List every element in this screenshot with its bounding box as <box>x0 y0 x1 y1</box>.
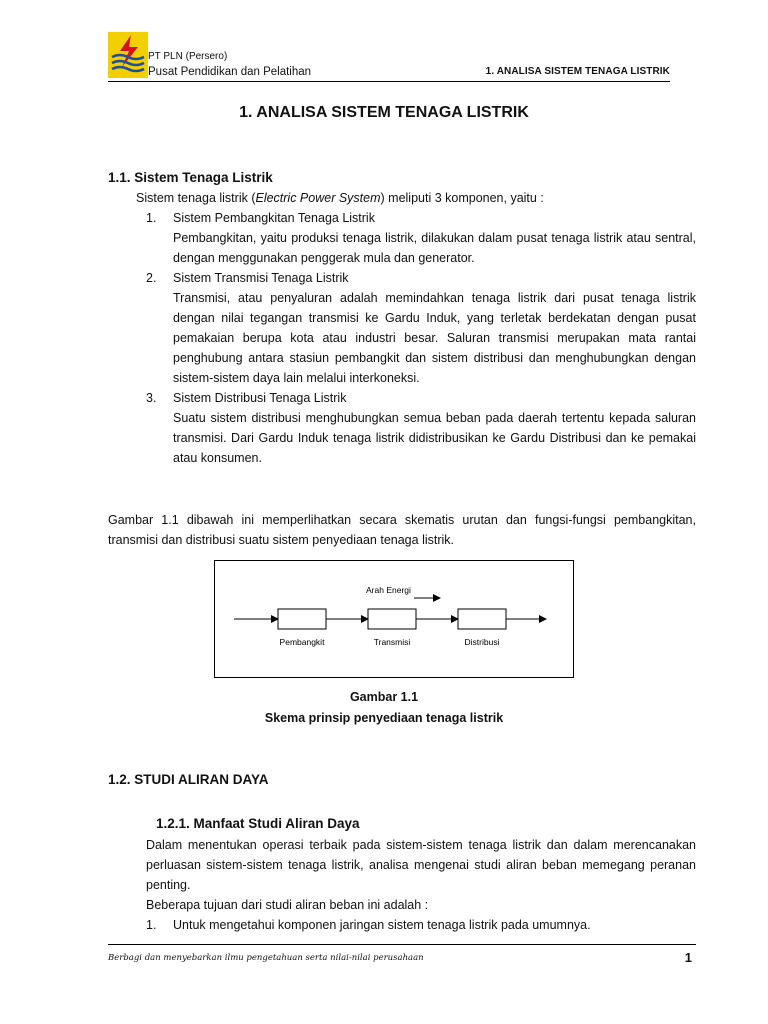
block-transmisi <box>368 609 416 629</box>
page-title: 1. ANALISA SISTEM TENAGA LISTRIK <box>239 104 529 121</box>
section-paragraph: Beberapa tujuan dari studi aliran beban ini adalah : <box>146 898 429 912</box>
objective-list <box>146 915 696 935</box>
list-item-label: Sistem Distribusi Tenaga Listrik <box>173 391 347 405</box>
block-distribusi <box>458 609 506 629</box>
page-number: 1 <box>684 950 692 965</box>
figure-number: Gambar 1.1 <box>349 690 419 704</box>
figure-caption: Skema prinsip penyediaan tenaga listrik <box>264 711 504 725</box>
power-system-diagram <box>214 560 574 678</box>
label-distribusi: Distribusi <box>464 637 500 647</box>
list-item-desc: Pembangkitan, yaitu produksi tenaga listrik, dilakukan dalam pusat tenaga listrik atau sentral, dengan menggunakan penggerak mula dan generator. <box>173 231 696 265</box>
section-paragraph: Dalam menentukan operasi terbaik pada sistem-sistem tenaga listrik dan dalam merencanakan perluasan sistem-sistem tenaga listrik, analisa mengenai studi aliran beban memegang peranan penting. <box>146 838 696 892</box>
list-item: 2. Sistem Transmisi Tenaga Listrik Transmisi, atau penyaluran adalah memindahkan tenaga listrik dari pusat tenaga listrik dengan nilai tegangan transmisi ke Gardu Induk, yang terletak berdekatan dengan pusat pemakaian berupa kota atau industri besar. Saluran transmisi merupakan mata rantai penghubung antara stasiun pembangkit dan sistem distribusi dan menghubungkan dengan sistem-sistem daya lain melalui interkoneksi. <box>146 268 696 388</box>
organization-unit: Pusat Pendidikan dan Pelatihan <box>148 66 312 78</box>
energy-direction-label: Arah Energi <box>366 585 411 595</box>
list-item: 3. Sistem Distribusi Tenaga Listrik Suatu sistem distribusi menghubungkan semua beban pada daerah tertentu kepada saluran transmisi. Dari Gardu Induk tenaga listrik didistribusikan ke Gardu Distribusi dan ke pemakai atau konsumen. <box>146 388 696 468</box>
label-transmisi: Transmisi <box>373 637 411 647</box>
footer-divider <box>108 944 696 945</box>
list-item-label: Sistem Pembangkitan Tenaga Listrik <box>173 211 375 225</box>
section-heading-1-2: 1.2. STUDI ALIRAN DAYA <box>108 772 269 787</box>
list-item-desc: Suatu sistem distribusi menghubungkan semua beban pada daerah tertentu kepada saluran transmisi. Dari Gardu Induk tenaga listrik didistribusikan ke Gardu Distribusi dan ke pemakai atau konsumen. <box>173 411 696 465</box>
label-pembangkit: Pembangkit <box>279 637 325 647</box>
list-item-desc: Transmisi, atau penyaluran adalah memindahkan tenaga listrik dari pusat tenaga listrik dengan nilai tegangan transmisi ke Gardu Induk, yang terletak berdekatan dengan pusat pemakaian berupa kota atau industri besar. Saluran transmisi merupakan mata rantai penghubung antara stasiun pembangkit dan sistem distribusi dan menghubungkan dengan sistem-sistem daya lain melalui interkoneksi. <box>173 291 696 385</box>
list-item-label: Sistem Transmisi Tenaga Listrik <box>173 271 349 285</box>
chapter-header: 1. ANALISA SISTEM TENAGA LISTRIK <box>485 66 670 77</box>
subsection-heading-1-2-1: 1.2.1. Manfaat Studi Aliran Daya <box>156 816 360 831</box>
list-item: 1. Untuk mengetahui komponen jaringan sistem tenaga listrik pada umumnya. <box>146 918 591 932</box>
figure-intro-paragraph: Gambar 1.1 dibawah ini memperlihatkan secara skematis urutan dan fungsi-fungsi pembangkitan, transmisi dan distribusi suatu sistem penyediaan tenaga listrik. <box>108 513 696 547</box>
block-pembangkit <box>278 609 326 629</box>
pln-logo <box>108 32 148 78</box>
list-item: 1. Sistem Pembangkitan Tenaga Listrik Pembangkitan, yaitu produksi tenaga listrik, dilakukan dalam pusat tenaga listrik atau sentral, dengan menggunakan penggerak mula dan generator. <box>146 208 696 268</box>
intro-emphasis: Electric Power System <box>255 191 381 205</box>
section-intro: Sistem tenaga listrik (Electric Power System) meliputi 3 komponen, yaitu : <box>136 191 544 205</box>
component-list <box>146 208 696 468</box>
footer-motto: Berbagi dan menyebarkan ilmu pengetahuan serta nilai-nilai perusahaan <box>108 953 424 963</box>
organization-name: PT PLN (Persero) <box>148 51 228 62</box>
page-header <box>108 32 670 82</box>
section-heading-1-1: 1.1. Sistem Tenaga Listrik <box>108 170 273 185</box>
list-item-label: Untuk mengetahui komponen jaringan sistem tenaga listrik pada umumnya. <box>173 918 591 932</box>
